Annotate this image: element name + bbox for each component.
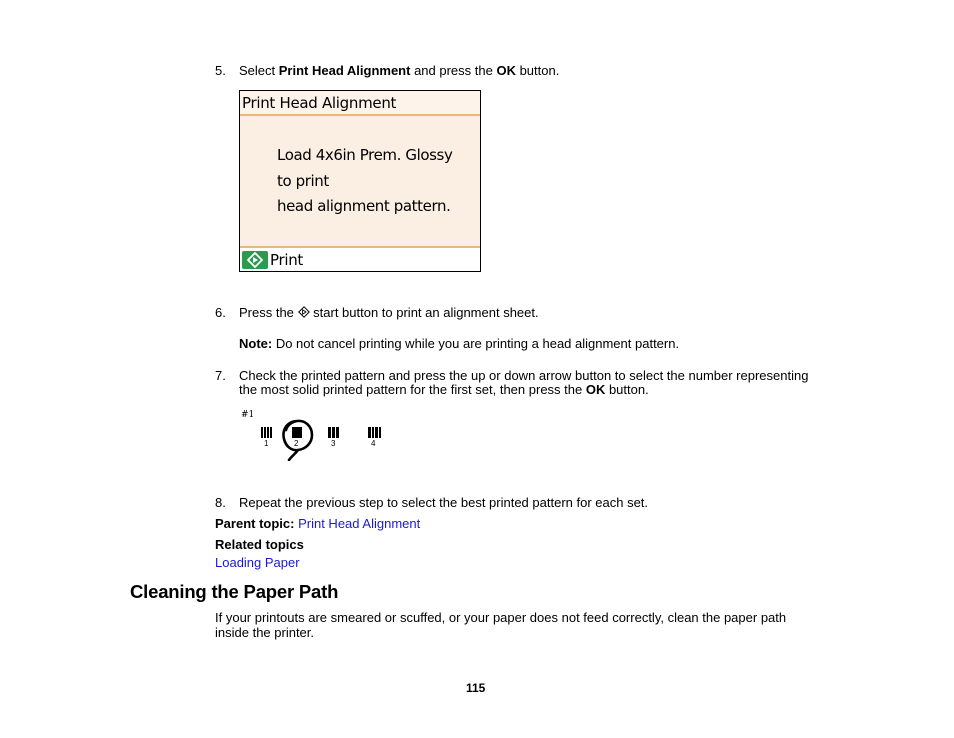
lcd-line: to print [277, 171, 329, 190]
alignment-pattern-figure [238, 408, 388, 460]
section-heading: Cleaning the Paper Path [130, 581, 339, 602]
note [239, 336, 679, 351]
button-name: OK [496, 63, 516, 78]
lcd-message [277, 143, 452, 220]
parent-topic [215, 516, 420, 531]
step-number: 7. [215, 368, 226, 383]
lcd-title: Print Head Alignment [240, 91, 480, 116]
menu-name: Print Head Alignment [278, 63, 411, 78]
step-text: start button to print an alignment sheet. [309, 305, 539, 320]
step-7-line-1: Check the printed pattern and press the up or down arrow button to select the number representing [239, 368, 809, 383]
related-topics-heading: Related topics [215, 537, 304, 552]
step-6-text [239, 305, 539, 320]
lcd-print-label: Print [270, 251, 304, 269]
step-text: button. [605, 382, 649, 397]
pattern-number: 2 [294, 439, 299, 448]
start-diamond-icon [242, 251, 268, 269]
step-7-line-2 [239, 382, 649, 397]
section-text-line-1: If your printouts are smeared or scuffed, or your paper does not feed correctly, clean the paper path [215, 610, 787, 625]
button-name: OK [585, 382, 606, 397]
parent-topic-label: Parent topic: [215, 516, 295, 531]
step-text: button. [515, 63, 560, 78]
step-text: and press the [410, 63, 497, 78]
set-label: #1 [241, 410, 255, 420]
note-label: Note: [239, 336, 273, 351]
step-5-text [239, 63, 559, 78]
lcd-screen-image [239, 90, 481, 272]
start-button-icon [298, 306, 310, 318]
hand-drawn-circle-icon [278, 417, 318, 461]
pattern-1 [261, 427, 272, 438]
step-number: 6. [215, 305, 226, 320]
pattern-number: 4 [371, 439, 376, 448]
pattern-number: 1 [264, 439, 269, 448]
pattern-number: 3 [331, 439, 336, 448]
step-text: Select [239, 63, 279, 78]
lcd-line: Load 4x6in Prem. Glossy [277, 146, 453, 164]
step-number: 8. [215, 495, 226, 510]
pattern-3 [328, 427, 339, 438]
step-8-text: Repeat the previous step to select the best printed pattern for each set. [239, 495, 649, 510]
related-topic-link[interactable]: Loading Paper [215, 555, 300, 570]
lcd-line: head alignment pattern. [277, 197, 451, 215]
note-text: Do not cancel printing while you are printing a head alignment pattern. [272, 336, 680, 351]
parent-topic-link[interactable]: Print Head Alignment [298, 516, 421, 531]
step-text: Press the [239, 305, 298, 320]
step-text: the most solid printed pattern for the first set, then press the [239, 382, 586, 397]
lcd-footer [240, 246, 480, 271]
page-number: 115 [466, 681, 486, 695]
pattern-4 [368, 427, 381, 438]
section-text-line-2: inside the printer. [215, 625, 315, 640]
step-number: 5. [215, 63, 226, 78]
